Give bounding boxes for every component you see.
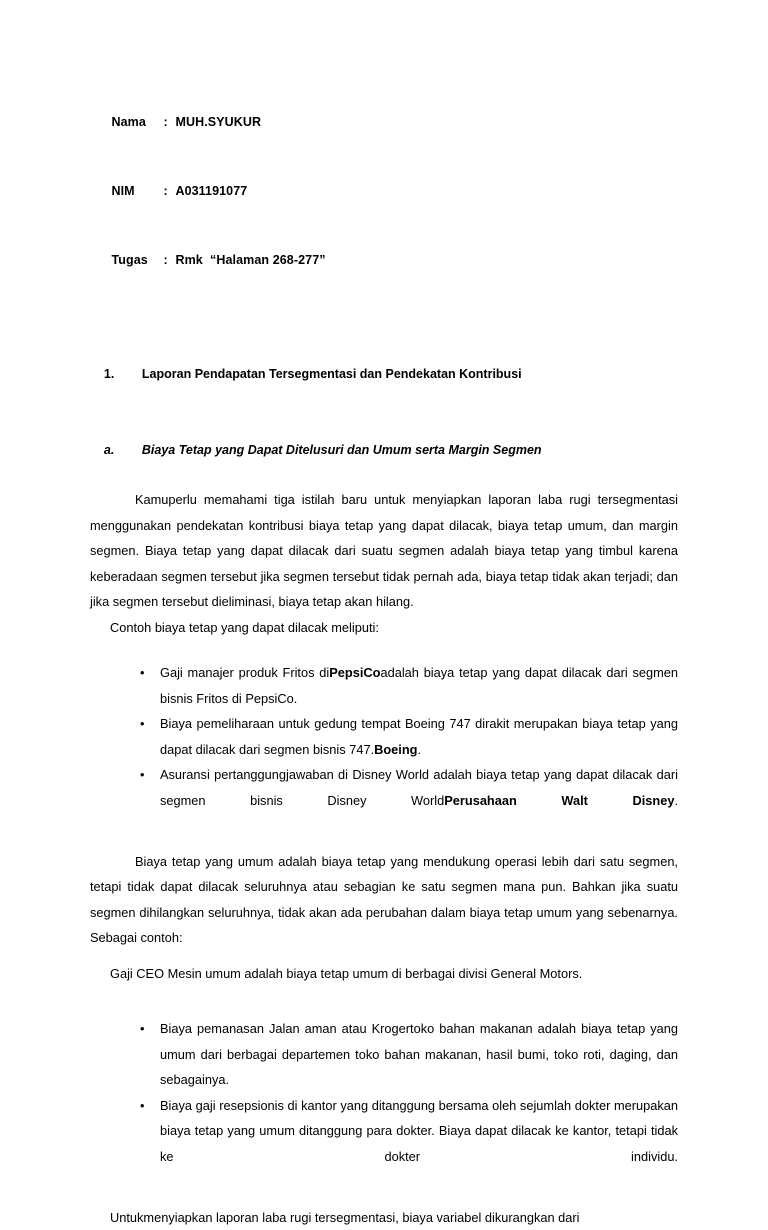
identity-label-nim: NIM bbox=[111, 180, 163, 203]
list-item-text bbox=[160, 767, 678, 833]
text-run: . bbox=[418, 742, 422, 757]
bullet-list-biaya-umum bbox=[90, 1016, 678, 1195]
text-run: . bbox=[674, 793, 678, 808]
identity-label-nama: Nama bbox=[111, 111, 163, 134]
heading-section-1-marker: 1. bbox=[104, 365, 142, 383]
bullet-dot-icon: • bbox=[140, 660, 144, 686]
identity-value-nama: MUH.SYUKUR bbox=[175, 115, 261, 129]
bullet-list-biaya-dilacak bbox=[90, 660, 678, 839]
list-item bbox=[90, 1016, 678, 1093]
list-item bbox=[90, 762, 678, 839]
identity-label-tugas: Tugas bbox=[111, 249, 163, 272]
text-run: Biaya gaji resepsionis di kantor yang ditanggung bersama oleh sejumlah dokter merupakan biaya tetap yang umum ditanggung para dokter. Biaya dapat dilacak ke kantor, tetapi tidak ke dokter individu. bbox=[160, 1098, 678, 1164]
text-run: Gaji manajer produk Fritos di bbox=[160, 665, 329, 680]
identity-row-tugas bbox=[90, 226, 678, 295]
heading-section-1 bbox=[90, 347, 678, 401]
heading-subsection-a-marker: a. bbox=[104, 441, 142, 459]
list-item bbox=[90, 711, 678, 762]
text-run: adalah biaya tetap yang dapat dilacak dari segmen bisnis Fritos di PepsiCo. bbox=[160, 665, 678, 706]
list-item bbox=[90, 1093, 678, 1195]
spacer-before-list-1 bbox=[90, 640, 678, 660]
heading-subsection-a bbox=[90, 423, 678, 477]
paragraph-biaya-tetap-umum: Biaya tetap yang umum adalah biaya tetap yang mendukung operasi lebih dari satu segmen, tetapi tidak dapat dilacak seluruhnya atau sebagian ke satu segmen mana pun. Bahkan jika suatu segmen dihilangkan seluruhnya, tidak akan ada perubahan dalam biaya tetap umum yang sebenarnya. Sebagai contoh: bbox=[90, 849, 678, 951]
heading-section-1-text: Laporan Pendapatan Tersegmentasi dan Pendekatan Kontribusi bbox=[142, 367, 522, 381]
paragraph-definisi-istilah: Kamuperlu memahami tiga istilah baru untuk menyiapkan laporan laba rugi tersegmentasi menggunakan pendekatan kontribusi biaya tetap yang dapat dilacak, biaya tetap umum, dan margin segmen. Biaya tetap yang dapat dilacak dari suatu segmen adalah biaya tetap yang timbul karena keberadaan segmen tersebut jika segmen tersebut tidak pernah ada, biaya tetap tidak akan terjadi; dan jika segmen tersebut dieliminasi, biaya tetap akan hilang. bbox=[90, 487, 678, 615]
paragraph-general-motors: Gaji CEO Mesin umum adalah biaya tetap umum di berbagai divisi General Motors. bbox=[90, 961, 678, 987]
identity-block bbox=[90, 88, 678, 295]
spacer-before-gm-line bbox=[90, 951, 678, 961]
identity-value-nim: A031191077 bbox=[175, 184, 247, 198]
list-item-text bbox=[160, 716, 678, 757]
list-item bbox=[90, 660, 678, 711]
spacer-before-list-2 bbox=[90, 986, 678, 1016]
emphasis-term: Perusahaan Walt Disney bbox=[444, 793, 674, 808]
identity-sep-tugas: : bbox=[163, 249, 175, 272]
emphasis-term: Boeing bbox=[374, 742, 417, 757]
text-run: Biaya pemeliharaan untuk gedung tempat Boeing 747 dirakit merupakan biaya tetap yang dapat dilacak dari segmen bisnis 747. bbox=[160, 716, 678, 757]
identity-sep-nama: : bbox=[163, 111, 175, 134]
list-item-text bbox=[160, 665, 678, 706]
emphasis-term: PepsiCo bbox=[329, 665, 380, 680]
heading-subsection-a-text: Biaya Tetap yang Dapat Ditelusuri dan Umum serta Margin Segmen bbox=[142, 443, 542, 457]
text-run: Asuransi pertanggungjawaban di Disney World adalah biaya tetap yang dapat dilacak dari segmen bisnis Disney World bbox=[160, 767, 678, 808]
text-run: Biaya pemanasan Jalan aman atau Krogertoko bahan makanan adalah biaya tetap yang umum dari berbagai departemen toko bahan makanan, hasil bumi, toko roti, daging, dan sebagainya. bbox=[160, 1021, 678, 1087]
bullet-dot-icon: • bbox=[140, 1093, 144, 1119]
bullet-dot-icon: • bbox=[140, 762, 144, 788]
list-item-text bbox=[160, 1098, 678, 1190]
paragraph-contoh-intro: Contoh biaya tetap yang dapat dilacak meliputi: bbox=[90, 615, 678, 641]
identity-row-nama bbox=[90, 88, 678, 157]
bullet-dot-icon: • bbox=[140, 711, 144, 737]
bullet-dot-icon: • bbox=[140, 1016, 144, 1042]
spacer-after-list-1 bbox=[90, 839, 678, 849]
list-item-text bbox=[160, 1021, 678, 1087]
paragraph-penutup: Untukmenyiapkan laporan laba rugi tersegmentasi, biaya variabel dikurangkan dari bbox=[90, 1205, 678, 1230]
identity-row-nim bbox=[90, 157, 678, 226]
identity-value-tugas: Rmk “Halaman 268-277” bbox=[175, 253, 325, 267]
identity-sep-nim: : bbox=[163, 180, 175, 203]
spacer-after-list-2 bbox=[90, 1195, 678, 1205]
